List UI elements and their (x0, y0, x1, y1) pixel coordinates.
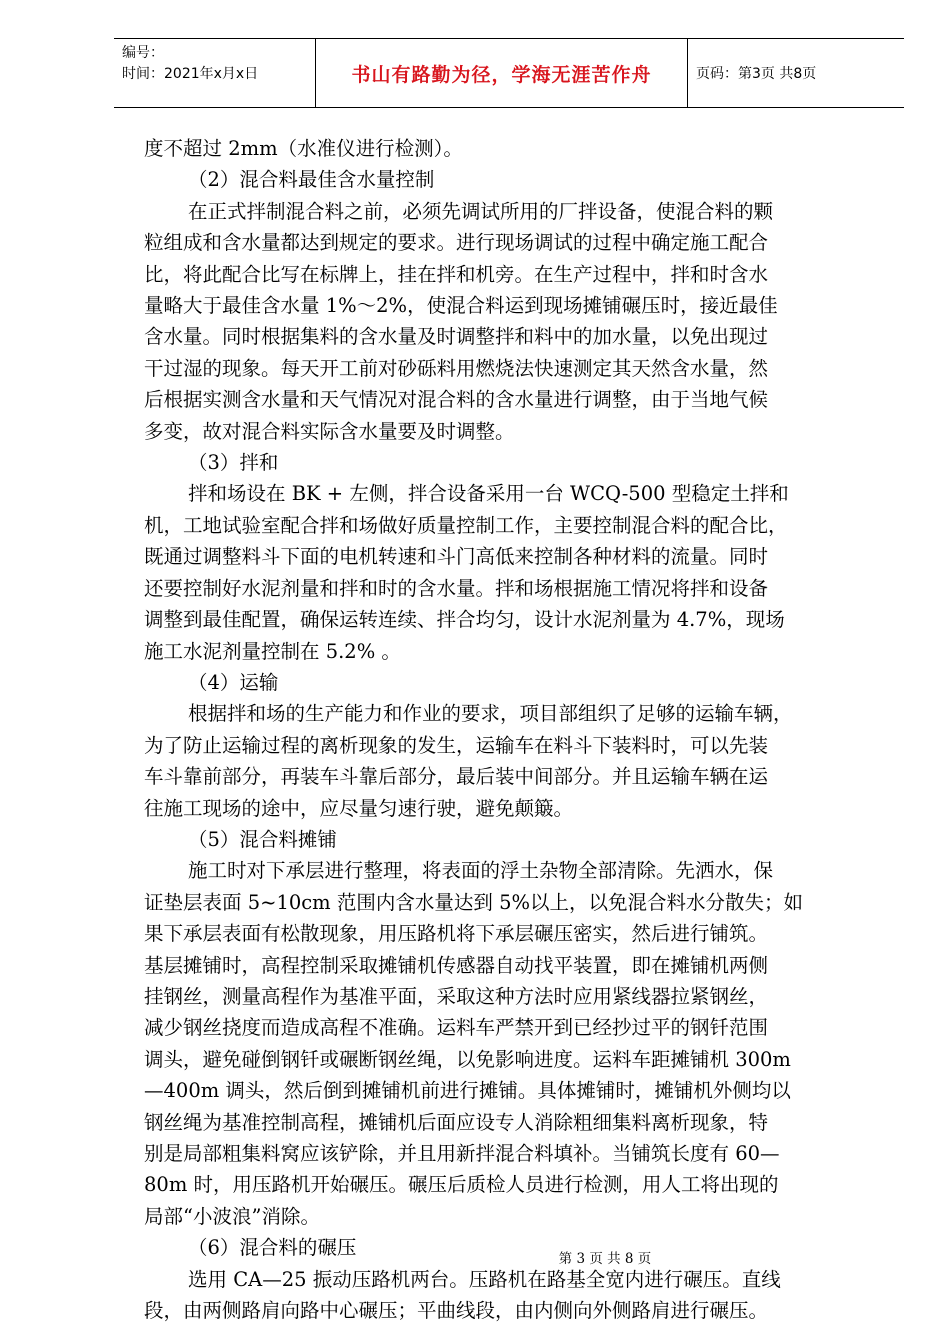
footer-page-number: 第 3 页 共 8 页 (558, 1251, 652, 1267)
body-line: 后根据实测含水量和天气情况对混合料的含水量进行调整，由于当地气候 (144, 388, 769, 412)
body-line: 机，工地试验室配合拌和场做好质量控制工作，主要控制混合料的配合比， (144, 513, 788, 537)
section-heading: （2）混合料最佳含水量控制 (188, 168, 435, 192)
body-line: 证垫层表面 5~10cm 范围内含水量达到 5%以上，以免混合料水分散失；如 (144, 890, 804, 914)
body-line: 车斗靠前部分，再装车斗靠后部分，最后装中间部分。并且运输车辆在运 (144, 765, 769, 789)
body-line: 调头，避免碰倒钢钎或碾断钢丝绳，以免影响进度。运料车距摊铺机 300m (144, 1047, 791, 1071)
body-line: 局部“小波浪”消除。 (144, 1204, 320, 1228)
body-line: 在正式拌制混合料之前，必须先调试所用的厂拌设备，使混合料的颗 (188, 199, 774, 223)
header-meta-cell (114, 39, 316, 107)
motto-text: 书山有路勤为径，学海无涯苦作舟 (351, 63, 652, 86)
body-line: 还要控制好水泥剂量和拌和时的含水量。拌和场根据施工情况将拌和设备 (144, 576, 769, 600)
body-line: 度不超过 2mm（水准仪进行检测）。 (144, 137, 463, 160)
body-line: 拌和场设在 BK + 左侧，拌合设备采用一台 WCQ-500 型稳定土拌和 (188, 482, 789, 506)
section-heading: （5）混合料摊铺 (188, 827, 337, 851)
body-line: 别是局部粗集料窝应该铲除，并且用新拌混合料填补。当铺筑长度有 60— (144, 1142, 780, 1165)
section-heading: （4）运输 (188, 670, 279, 694)
body-line: 段，由两侧路肩向路中心碾压；平曲线段，由内侧向外侧路肩进行碾压。 (144, 1299, 769, 1323)
time-label: 时间：2021年x月x日 (122, 66, 259, 82)
number-label: 编号： (122, 45, 164, 61)
document-body (144, 133, 874, 1326)
body-line: 挂钢丝，测量高程作为基准平面，采取这种方法时应用紧线器拉紧钢丝， (144, 984, 769, 1008)
body-line: 干过湿的现象。每天开工前对砂砾料用燃烧法快速测定其天然含水量，然 (144, 356, 769, 380)
body-line: 果下承层表面有松散现象，用压路机将下承层碾压密实，然后进行铺筑。 (144, 922, 769, 946)
body-line: 为了防止运输过程的离析现象的发生，运输车在料斗下装料时，可以先装 (144, 733, 769, 757)
body-line: 根据拌和场的生产能力和作业的要求，项目部组织了足够的运输车辆， (188, 702, 793, 726)
header-page-cell (688, 39, 904, 107)
section-heading: （6）混合料的碾压 (188, 1236, 357, 1260)
body-line: 既通过调整料斗下面的电机转速和斗门高低来控制各种材料的流量。同时 (144, 545, 769, 569)
body-line: 选用 CA—25 振动压路机两台。压路机在路基全宽内进行碾压。直线 (188, 1267, 781, 1291)
header-motto-cell (316, 39, 688, 107)
body-line: 施工时对下承层进行整理，将表面的浮土杂物全部清除。先洒水，保 (188, 859, 774, 883)
page-footer (0, 1247, 950, 1267)
page-info: 页码：第3页 共8页 (696, 66, 817, 82)
body-line: 往施工现场的途中，应尽量匀速行驶，避免颠簸。 (144, 796, 574, 820)
body-line: 减少钢丝挠度而造成高程不准确。运料车严禁开到已经抄过平的钢钎范围 (144, 1016, 769, 1040)
body-line: —400m 调头，然后倒到摊铺机前进行摊铺。具体摊铺时，摊铺机外侧均以 (144, 1079, 791, 1103)
section-heading: （3）拌和 (188, 451, 279, 475)
body-line: 钢丝绳为基准控制高程，摊铺机后面应设专人消除粗细集料离析现象，特 (144, 1110, 769, 1134)
body-line: 施工水泥剂量控制在 5.2% 。 (144, 639, 401, 663)
body-line: 多变，故对混合料实际含水量要及时调整。 (144, 419, 515, 443)
header-table (114, 38, 904, 108)
body-line: 粒组成和含水量都达到规定的要求。进行现场调试的过程中确定施工配合 (144, 231, 769, 255)
body-line: 80m 时，用压路机开始碾压。碾压后质检人员进行检测，用人工将出现的 (144, 1173, 779, 1197)
body-line: 基层摊铺时，高程控制采取摊铺机传感器自动找平装置，即在摊铺机两侧 (144, 953, 769, 977)
body-line: 比，将此配合比写在标牌上，挂在拌和机旁。在生产过程中，拌和时含水 (144, 262, 769, 286)
body-line: 量略大于最佳含水量 1%～2%，使混合料运到现场摊铺碾压时，接近最佳 (144, 294, 778, 318)
body-line: 含水量。同时根据集料的含水量及时调整拌和料中的加水量，以免出现过 (144, 325, 769, 349)
body-line: 调整到最佳配置，确保运转连续、拌合均匀，设计水泥剂量为 4.7%，现场 (144, 608, 785, 632)
